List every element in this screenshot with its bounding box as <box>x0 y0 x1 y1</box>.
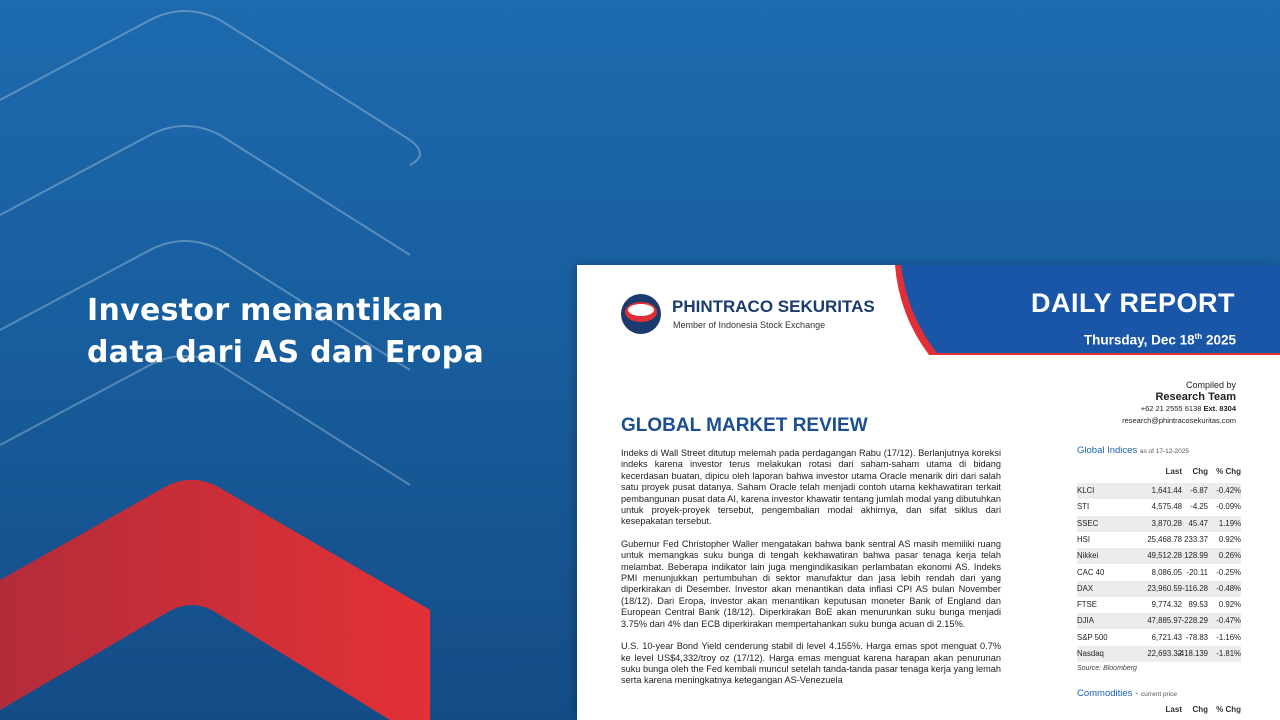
table-row <box>1077 548 1241 564</box>
headline-line-2: data dari AS dan Eropa <box>87 335 484 370</box>
date-year: 2025 <box>1205 332 1236 348</box>
index-pct: 0.26% <box>1218 551 1241 561</box>
index-name: Nikkei <box>1077 551 1099 561</box>
index-name: KLCI <box>1077 486 1095 495</box>
index-pct: -1.81% <box>1216 649 1241 658</box>
table-row <box>1077 630 1241 646</box>
index-last: 3,870.28 <box>1151 518 1182 528</box>
commodities-title: Commodities - <box>1077 688 1139 700</box>
date-prefix: Thursday, Dec 18 <box>1083 332 1195 348</box>
index-chg: -418.139 <box>1177 649 1208 658</box>
index-chg: -20.11 <box>1186 567 1208 577</box>
index-pct: 0.92% <box>1218 600 1241 610</box>
research-team: Research Team <box>1155 391 1236 403</box>
headline-line-1: Investor menantikan <box>87 293 444 328</box>
commodities-as-of: current price <box>1140 691 1178 699</box>
table-row <box>1077 646 1241 662</box>
paragraph: U.S. 10-year Bond Yield cenderung stabil di level 4.155%. Harga emas spot menguat 0.7% ke level US$4,332/troy oz (17/12). Harga emas menguat karena harapan akan penurunan suku bunga oleh the Fed kembali muncul setelah tanda-tanda pasar tenaga kerja yang lemah serta karena meningkatnya ketegangan AS-Venezuela <box>621 641 1001 686</box>
index-chg: -228.29 <box>1181 616 1208 626</box>
index-chg: 233.37 <box>1184 534 1208 544</box>
commodities-heading <box>1077 688 1177 699</box>
table-row <box>1077 565 1241 581</box>
index-last: 47,885.97 <box>1147 616 1182 626</box>
col-chg: Chg <box>1192 467 1208 476</box>
section-title: GLOBAL MARKET REVIEW <box>621 415 868 436</box>
red-chevron-shape <box>0 480 430 720</box>
global-indices-panel <box>1077 445 1241 715</box>
col-chg: Chg <box>1192 705 1208 715</box>
contact-email: research@phintracosekuritas.com <box>1122 416 1236 425</box>
col-last: Last <box>1165 705 1182 715</box>
daily-report-document <box>577 265 1280 720</box>
brand-subtitle: Member of Indonesia Stock Exchange <box>673 320 826 330</box>
date-suffix: th <box>1194 332 1203 341</box>
compiled-by-block <box>1122 379 1236 427</box>
report-title: DAILY REPORT <box>1030 288 1235 318</box>
index-name: CAC 40 <box>1077 567 1105 577</box>
commodities-table-header <box>1077 705 1241 719</box>
global-indices-heading <box>1077 445 1237 456</box>
index-chg: 128.99 <box>1184 551 1208 561</box>
index-pct: 0.92% <box>1218 534 1241 544</box>
index-name: SSEC <box>1077 518 1099 528</box>
table-row <box>1077 499 1241 515</box>
index-chg: 45.47 <box>1188 518 1208 528</box>
index-chg: 89.53 <box>1188 600 1208 610</box>
contact-phone <box>1122 403 1236 415</box>
index-pct: -0.25% <box>1216 567 1241 577</box>
index-last: 22,693.32 <box>1147 649 1182 658</box>
index-chg: -4.25 <box>1190 502 1208 512</box>
index-last: 49,512.28 <box>1147 551 1182 561</box>
paragraph: Indeks di Wall Street ditutup melemah pada perdagangan Rabu (17/12). Berlanjutnya koreksi indeks karena investor terus melakukan rotasi dari saham-saham utama di bidang kecerdasan buatan, dipicu oleh laporan bahwa investor utama Oracle menarik diri dari salah satu proyek pusat datanya. Saham Oracle telah menjadi contoh utama kekhawatiran terkait pembangunan pusat data AI, karena investor khawatir tentang jumlah modal yang dibutuhkan untuk proyek-proyek tersebut, pengembalian modal akhirnya, dan sifat siklus dari kesepakatan tersebut. <box>621 448 1002 527</box>
index-last: 1,641.44 <box>1151 486 1182 495</box>
indices-source: Source: Bloomberg <box>1077 665 1137 673</box>
phintraco-logo-icon <box>617 293 665 335</box>
index-pct: -0.09% <box>1216 502 1241 512</box>
table-row <box>1077 483 1241 499</box>
index-pct: -0.48% <box>1216 583 1241 593</box>
index-name: DJIA <box>1077 616 1094 626</box>
phone-ext: Ext. 8304 <box>1203 404 1236 413</box>
table-row <box>1077 597 1241 613</box>
index-chg: -6.87 <box>1190 486 1208 495</box>
index-chg: -78.83 <box>1185 632 1208 642</box>
headline <box>87 290 484 374</box>
index-last: 6,721.43 <box>1151 632 1182 642</box>
index-last: 9,774.32 <box>1151 600 1182 610</box>
table-row <box>1077 516 1241 532</box>
index-name: HSI <box>1077 534 1090 544</box>
index-last: 25,468.78 <box>1147 534 1182 544</box>
index-chg: -116.28 <box>1182 583 1208 593</box>
index-pct: 1.19% <box>1218 518 1241 528</box>
col-pct: % Chg <box>1216 467 1241 476</box>
compiled-by-label: Compiled by <box>1185 380 1236 390</box>
index-name: DAX <box>1077 583 1094 593</box>
index-name: Nasdaq <box>1077 649 1104 658</box>
paragraph: Gubernur Fed Christopher Waller mengatakan bahwa bank sentral AS masih memiliki ruang untuk memangkas suku bunga di tengah kekhawatiran bahwa pasar tenaga kerja telah melambat. Beberapa indikator lain juga mengindikasikan perlambatan ekonomi AS. Indeks PMI menunjukkan pertumbuhan di sektor manufaktur dan jasa lebih rendah dari yang diperkirakan di Desember. Investor akan menantikan data inflasi CPI AS bulan November (18/12). Dari Eropa, investor akan menantikan keputusan moneter Bank of England dan European Central Bank (18/12). Diperkirakan BoE akan menurunkan suku bunga menjadi 3.75% dari 4% dan ECB diperkirakan mempertahankan suku bunga acuan di 2.15%. <box>621 538 1001 629</box>
index-name: FTSE <box>1077 600 1097 610</box>
col-pct: % Chg <box>1216 705 1241 715</box>
indices-title: Global Indices <box>1077 445 1138 456</box>
report-date <box>1084 332 1236 348</box>
index-name: STI <box>1077 502 1090 512</box>
brand-name: PHINTRACO SEKURITAS <box>672 297 875 316</box>
table-row <box>1077 532 1241 548</box>
table-row <box>1077 581 1241 597</box>
index-last: 4,575.48 <box>1151 502 1182 512</box>
index-last: 23,960.59 <box>1147 583 1182 593</box>
index-pct: -1.16% <box>1216 632 1241 642</box>
indices-table-header <box>1077 467 1241 481</box>
table-row <box>1077 613 1241 629</box>
index-pct: -0.42% <box>1216 486 1241 495</box>
index-name: S&P 500 <box>1077 632 1108 642</box>
market-review-text <box>621 448 1001 698</box>
index-pct: -0.47% <box>1216 616 1241 626</box>
col-last: Last <box>1165 467 1182 476</box>
phone-number: +62 21 2555 6138 <box>1140 404 1202 413</box>
indices-as-of: as of 17-12-2025 <box>1139 448 1189 455</box>
index-last: 8,086.05 <box>1151 567 1182 577</box>
